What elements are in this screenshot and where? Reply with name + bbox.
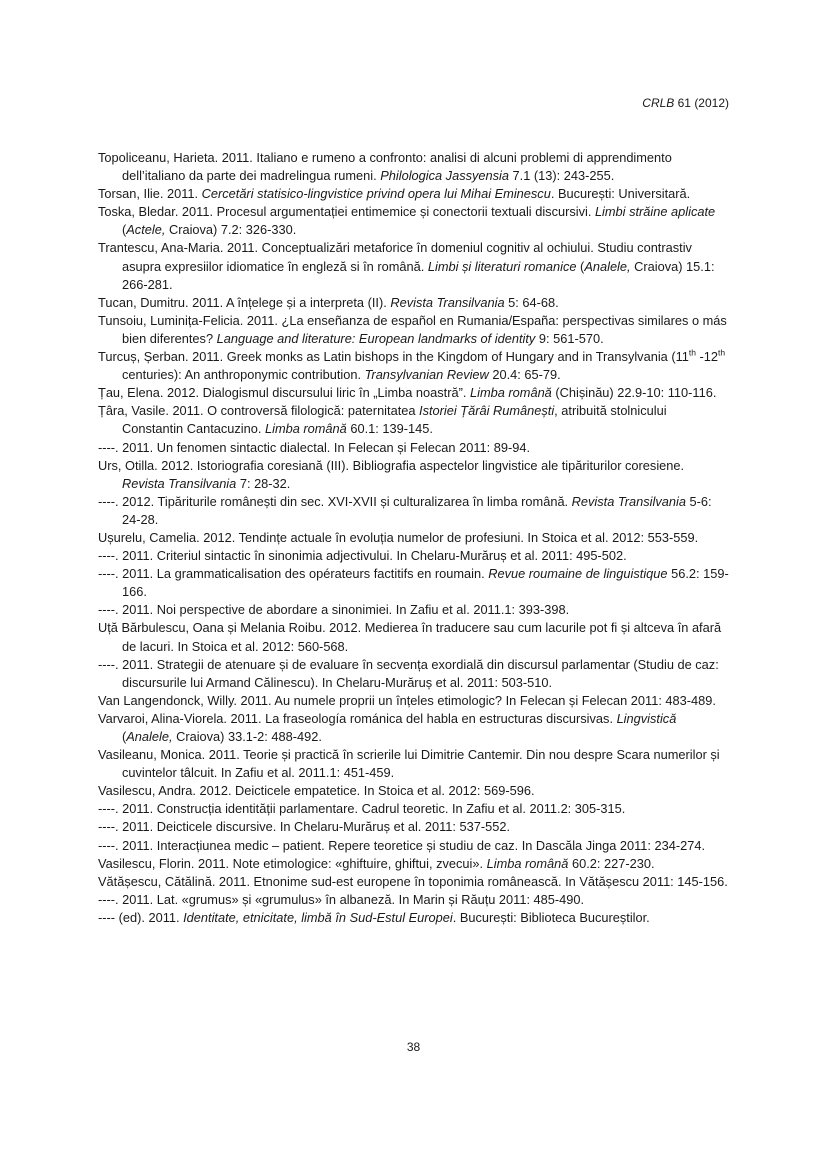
journal-abbreviation: CRLB <box>642 96 675 110</box>
bibliography-entry <box>98 312 730 348</box>
entry-text: Van Langendonck, Willy. 2011. Au numele proprii un înțeles etimologic? In Felecan și Felecan 2011: 483-489. <box>98 692 716 708</box>
volume-year: 61 (2012) <box>674 96 729 110</box>
bibliography-entry <box>98 837 730 855</box>
running-header <box>642 96 729 110</box>
bibliography-entry <box>98 294 730 312</box>
entry-text: 7: 28-32. <box>236 475 291 491</box>
bibliography-entry <box>98 891 730 909</box>
entry-text: ( <box>122 729 127 744</box>
superscript-text: th <box>688 347 696 358</box>
entry-text: 7.1 (13): 243-255. <box>508 168 615 184</box>
italic-title: Revue roumaine de linguistique <box>488 566 668 582</box>
entry-text: Urs, Otilla. 2012. Istoriografia coresiană (III). Bibliografia aspectelor lingvistice ale tipăriturilor coresiene. <box>98 457 685 473</box>
entry-text: Vasileanu, Monica. 2011. Teorie și practică în scrierile lui Dimitrie Cantemir. Din nou despre Scara numerilor și cuvintelor tâlcuit. In Zafiu et al. 2011.1: 451-459. <box>98 747 720 781</box>
bibliography-entry <box>98 439 730 457</box>
entry-text: Vasilescu, Florin. 2011. Note etimologice: «ghiftuire, ghiftui, zvecui». <box>98 855 487 871</box>
entry-text: Trantescu, Ana-Maria. 2011. Conceptualizări metaforice în domeniul cognitiv al ochiului. Studiu contrastiv asupra expresiilor idiomatice în engleză si în română. <box>98 240 692 274</box>
bibliography-entry <box>98 402 730 438</box>
bibliography-entry <box>98 348 730 384</box>
entry-text: 5: 64-68. <box>504 294 559 310</box>
italic-title: Language and literature: European landmarks of identity <box>216 330 536 346</box>
entry-text: ( <box>576 258 585 274</box>
bibliography-entry <box>98 656 730 692</box>
bibliography-entry <box>98 909 730 927</box>
italic-title: Limbi străine aplicate <box>594 204 716 220</box>
entry-text: Uță Bărbulescu, Oana și Melania Roibu. 2012. Medierea în traducere sau cum lacurile pot fi și altceva în afară de lacuri. In Stoica et al. 2012: 560-568. <box>98 620 722 654</box>
italic-title: Transylvanian Review <box>364 367 489 383</box>
italic-title: Limbi și literaturi romanice <box>427 258 577 274</box>
italic-title: Limba română <box>486 855 569 871</box>
entry-text: Craiova) 7.2: 326-330. <box>165 222 297 238</box>
italic-title: Limba română <box>470 385 552 401</box>
entry-text: ----. 2011. Construcția identității parlamentare. Cadrul teoretic. In Zafiu et al. 2011.2: 305-315. <box>98 801 626 817</box>
entry-text: ----. 2011. Un fenomen sintactic dialectal. In Felecan și Felecan 2011: 89-94. <box>98 439 531 455</box>
entry-text: ----. 2011. Lat. «grumus» și «grumulus» în albaneză. In Marin și Răuțu 2011: 485-490. <box>98 891 585 907</box>
italic-title: Revista Transilvania <box>390 294 505 310</box>
bibliography-entry <box>98 547 730 565</box>
entry-text: ----. 2012. Tipăriturile românești din sec. XVI-XVII și culturalizarea în limba română. <box>98 493 572 509</box>
entry-text: , atribuită stolnicului Constantin Cantacuzino. <box>122 403 667 437</box>
bibliography-entry <box>98 239 730 293</box>
bibliography-entry <box>98 565 730 601</box>
italic-title: Analele, <box>584 258 631 274</box>
bibliography-entry <box>98 800 730 818</box>
bibliography-entry <box>98 203 730 239</box>
entry-text: Țâra, Vasile. 2011. O controversă filologică: paternitatea <box>98 403 420 419</box>
entry-text: Craiova) 33.1-2: 488-492. <box>172 729 322 744</box>
italic-title: Analele, <box>126 729 173 744</box>
entry-text: Țau, Elena. 2012. Dialogismul discursului liric în „Limba noastră”. <box>98 385 470 401</box>
entry-text: centuries): An anthroponymic contribution. <box>122 367 365 383</box>
entry-text: Tunsoiu, Luminița-Felicia. 2011. ¿La enseñanza de español en Rumania/España: perspectivas similares o más bien diferentes? <box>98 312 727 346</box>
page-number: 38 <box>406 1040 421 1054</box>
bibliography-entry <box>98 384 730 402</box>
entry-text: 20.4: 65-79. <box>488 367 561 383</box>
entry-text: Vasilescu, Andra. 2012. Deicticele empatetice. In Stoica et al. 2012: 569-596. <box>98 783 535 799</box>
entry-text: ----. 2011. Strategii de atenuare și de evaluare în secvența exordială din discursul parlamentar (Studiu de caz: discursurile lui Armand Călinescu). In Chelaru-Murăruș et al. 2011: 503-510. <box>98 656 719 690</box>
italic-title: Actele, <box>126 222 166 238</box>
bibliography-entry <box>98 710 730 746</box>
italic-title: Identitate, etnicitate, limbă în Sud-Estul Europei <box>183 909 453 925</box>
bibliography-entry <box>98 493 730 529</box>
bibliography-entry <box>98 818 730 836</box>
entry-text: 60.1: 139-145. <box>346 421 433 437</box>
italic-title: Philologica Jassyensia <box>380 168 509 184</box>
entry-text: ( <box>122 222 127 238</box>
bibliography-entry <box>98 782 730 800</box>
entry-text: Varvaroi, Alina-Viorela. 2011. La fraseología románica del habla en estructuras discursivas. <box>98 710 617 726</box>
entry-text: (Chișinău) 22.9-10: 110-116. <box>551 385 717 401</box>
bibliography-entry <box>98 529 730 547</box>
entry-text: 9: 561-570. <box>535 330 604 346</box>
bibliography-entry <box>98 457 730 493</box>
entry-text: Turcuș, Șerban. 2011. Greek monks as Latin bishops in the Kingdom of Hungary and in Transylvania (11 <box>98 349 689 365</box>
entry-text: ----. 2011. Noi perspective de abordare a sinonimiei. In Zafiu et al. 2011.1: 393-398. <box>98 602 570 618</box>
italic-title: Revista Transilvania <box>122 475 237 491</box>
entry-text: Vătășescu, Cătălină. 2011. Etnonime sud-est europene în toponimia românească. In Vătășescu 2011: 145-156. <box>98 873 728 889</box>
italic-title: Cercetări statisico-lingvistice privind opera lui Mihai Eminescu <box>201 186 551 202</box>
bibliography-entry <box>98 692 730 710</box>
bibliography-list <box>98 149 730 927</box>
entry-text: ----. 2011. La grammaticalisation des opérateurs factitifs en roumain. <box>98 566 489 582</box>
italic-title: Lingvistică <box>616 710 677 726</box>
italic-title: Istoriei Țărâi Rumânești <box>419 403 555 419</box>
bibliography-entry <box>98 619 730 655</box>
entry-text: Toska, Bledar. 2011. Procesul argumentației entimemice și conectorii textuali discursivi. <box>98 204 595 220</box>
entry-text: . București: Biblioteca Bucureștilor. <box>452 909 650 925</box>
entry-text: . București: Universitară. <box>550 186 691 202</box>
superscript-text: th <box>718 347 726 358</box>
entry-text: 60.2: 227-230. <box>568 855 655 871</box>
bibliography-entry <box>98 185 730 203</box>
italic-title: Revista Transilvania <box>571 493 686 509</box>
entry-text: Topoliceanu, Harieta. 2011. Italiano e rumeno a confronto: analisi di alcuni problemi di apprendimento dell’italiano da parte dei madrelingua rumeni. <box>98 150 672 184</box>
entry-text: -12 <box>695 349 719 365</box>
bibliography-entry <box>98 601 730 619</box>
bibliography-entry <box>98 873 730 891</box>
entry-text: ---- (ed). 2011. <box>98 909 184 925</box>
entry-text: Ușurelu, Camelia. 2012. Tendințe actuale în evoluția numelor de profesiuni. In Stoica et al. 2012: 553-559. <box>98 529 699 545</box>
entry-text: 56.2: 159-166. <box>122 566 729 600</box>
bibliography-entry <box>98 855 730 873</box>
bibliography-entry <box>98 746 730 782</box>
italic-title: Limba română <box>264 421 347 437</box>
entry-text: 5-6: 24-28. <box>122 493 712 527</box>
entry-text: Torsan, Ilie. 2011. <box>98 186 202 202</box>
entry-text: ----. 2011. Criteriul sintactic în sinonimia adjectivului. In Chelaru-Murăruș et al. 2011: 495-502. <box>98 548 627 564</box>
entry-text: ----. 2011. Deicticele discursive. In Chelaru-Murăruș et al. 2011: 537-552. <box>98 819 511 835</box>
entry-text: ----. 2011. Interacțiunea medic – patient. Repere teoretice și studiu de caz. In Dascăla Jinga 2011: 234-274. <box>98 837 706 853</box>
bibliography-entry <box>98 149 730 185</box>
entry-text: Craiova) 15.1: 266-281. <box>122 258 715 292</box>
entry-text: Tucan, Dumitru. 2011. A înțelege și a interpreta (II). <box>98 294 391 310</box>
